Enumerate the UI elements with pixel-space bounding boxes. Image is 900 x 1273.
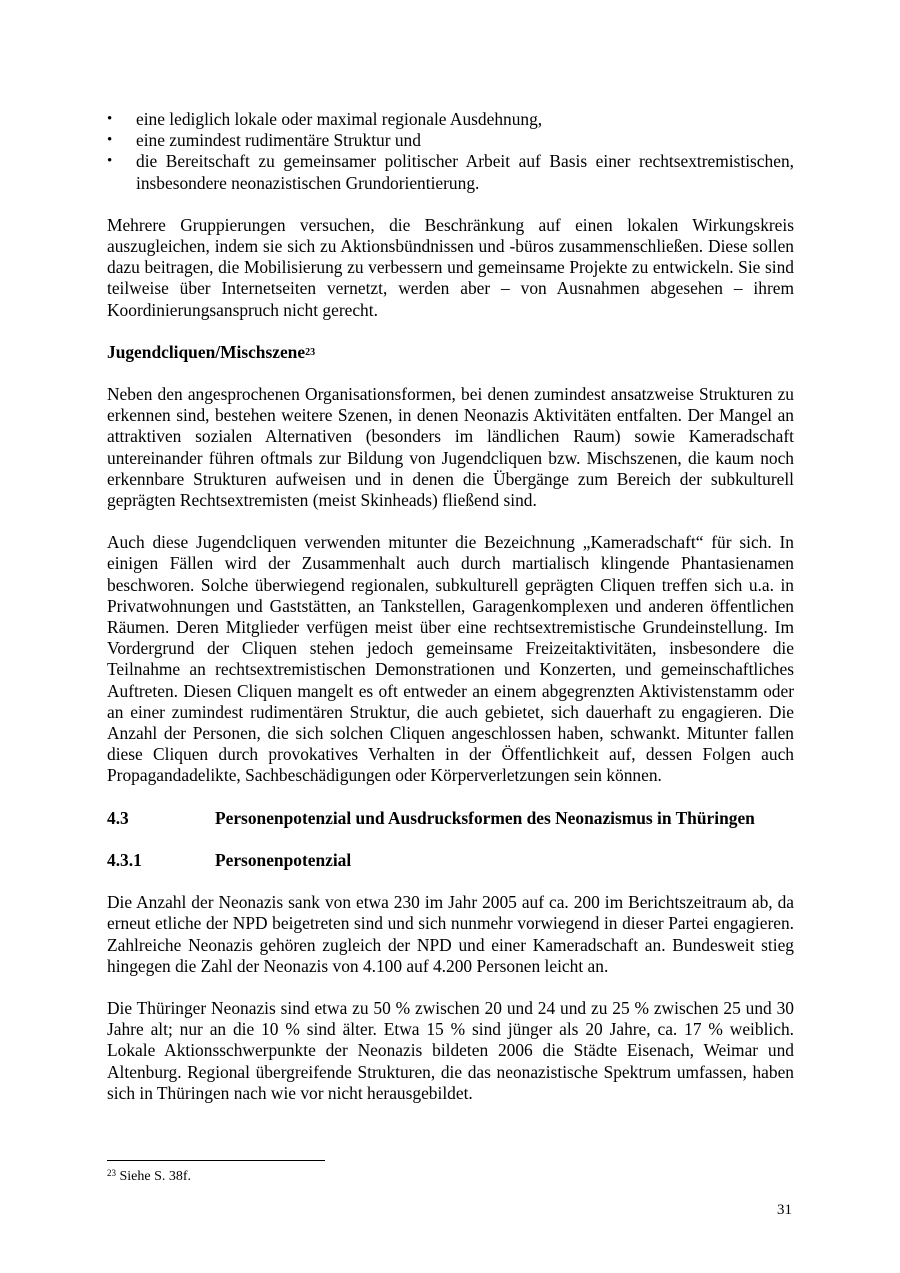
section-title: Personenpotenzial und Ausdrucksformen des Neonazismus in Thüringen xyxy=(215,807,755,828)
list-item xyxy=(107,130,794,151)
paragraph-altersstruktur: Die Thüringer Neonazis sind etwa zu 50 % zwischen 20 und 24 und zu 25 % zwischen 25 und 30 Jahre alt; nur an die 10 % sind älter. Etwa 15 % sind jünger als 20 Jahre, ca. 17 % weiblich. Lokale Aktionsschwerpunkte der Neonazis bildeten 2006 die Städte Eisenach, Weimar und Altenburg. Regional übergreifende Strukturen, die das neonazistische Spektrum umfassen, haben sich in Thüringen nach wie vor nicht herausgebildet. xyxy=(107,997,794,1103)
bullet-icon: • xyxy=(107,153,113,170)
page-body xyxy=(107,109,794,1104)
bullet-icon: • xyxy=(107,132,113,149)
section-number: 4.3 xyxy=(107,807,129,828)
paragraph-anzahl: Die Anzahl der Neonazis sank von etwa 230 im Jahr 2005 auf ca. 200 im Berichtszeitraum ab, da erneut etliche der NPD beigetreten sind und sich nunmehr vorwiegend in dieser Partei engagieren. Zahlreiche Neonazis gehören zugleich der NPD und einer Kameradschaft an. Bundesweit stieg hingegen die Zahl der Neonazis von 4.100 auf 4.200 Personen leicht an. xyxy=(107,892,794,976)
footnote-text: Siehe S. 38f. xyxy=(119,1169,192,1184)
footnote-number: 23 xyxy=(107,1168,116,1178)
list-item-text: eine lediglich lokale oder maximal regionale Ausdehnung, xyxy=(136,109,543,129)
footnote xyxy=(107,1168,191,1186)
footnote-reference[interactable]: 23 xyxy=(305,346,316,358)
list-item xyxy=(107,109,794,130)
subheading-text: Jugendcliquen/Mischszene xyxy=(107,341,306,362)
bullet-icon: • xyxy=(107,111,113,127)
paragraph-mischszene: Neben den angesprochenen Organisationsformen, bei denen zumindest ansatzweise Strukturen zu erkennen sind, bestehen weitere Szenen, in denen Neonazis Aktivitäten entfalten. Der Mangel an attraktiven sozialen Alternativen (besonders im ländlichen Raum) sowie Kameradschaft untereinander führen oftmals zur Bildung von Jugendcliquen bzw. Mischszenen, die kaum noch erkennbare Strukturen aufweisen und in denen die Übergänge zum Bereich der subkulturell geprägten Rechtsextremisten (meist Skinheads) fließend sind. xyxy=(107,384,794,511)
footnote-divider xyxy=(107,1160,325,1161)
list-item-text: eine zumindest rudimentäre Struktur und xyxy=(136,130,421,151)
list-item-text: die Bereitschaft zu gemeinsamer politischer Arbeit auf Basis einer rechtsextremistischen, insbesondere neonazistischen Grundorientierung. xyxy=(136,151,794,193)
page-number: 31 xyxy=(777,1202,792,1218)
list-item xyxy=(107,151,794,193)
section-heading-4-3-1 xyxy=(107,850,794,871)
section-number: 4.3.1 xyxy=(107,849,142,870)
paragraph-cliquen: Auch diese Jugendcliquen verwenden mitunter die Bezeichnung „Kameradschaft“ für sich. In einigen Fällen wird der Zusammenhalt auch durch martialisch klingende Phantasienamen beschworen. Solche überwiegend regionalen, subkulturell geprägten Cliquen treffen sich u.a. in Privatwohnungen und Gaststätten, an Tankstellen, Garagenkomplexen und anderen öffentlichen Räumen. Deren Mitglieder verfügen meist über eine rechtsextremistische Grundeinstellung. Im Vordergrund der Cliquen stehen jedoch gemeinsame Freizeitaktivitäten, insbesondere die Teilnahme an rechtsextremistischen Demonstrationen und Konzerten, und gemeinschaftliches Auftreten. Diesen Cliquen mangelt es oft entweder an einem abgegrenzten Aktivistenstamm oder an einer zumindest rudimentären Struktur, die auch gebietet, sich dauerhaft zu engagieren. Die Anzahl der Personen, die sich solchen Cliquen angeschlossen haben, schwankt. Mitunter fallen diese Cliquen durch provokatives Verhalten in der Öffentlichkeit auf, dessen Folgen auch Propagandadelikte, Sachbeschädigungen oder Körperverletzungen sein können. xyxy=(107,532,794,786)
section-title: Personenpotenzial xyxy=(215,849,352,870)
subheading-jugendcliquen xyxy=(107,342,794,363)
criteria-bullet-list xyxy=(107,109,794,194)
section-heading-4-3 xyxy=(107,808,794,829)
paragraph-alliances: Mehrere Gruppierungen versuchen, die Beschränkung auf einen lokalen Wirkungskreis auszugleichen, indem sie sich zu Aktionsbündnissen und -büros zusammenschließen. Diese sollen dazu beitragen, die Mobilisierung zu verbessern und gemeinsame Projekte zu entwickeln. Sie sind teilweise über Internetseiten vernetzt, werden aber – von Ausnahmen abgesehen – ihrem Koordinierungsanspruch nicht gerecht. xyxy=(107,214,794,320)
